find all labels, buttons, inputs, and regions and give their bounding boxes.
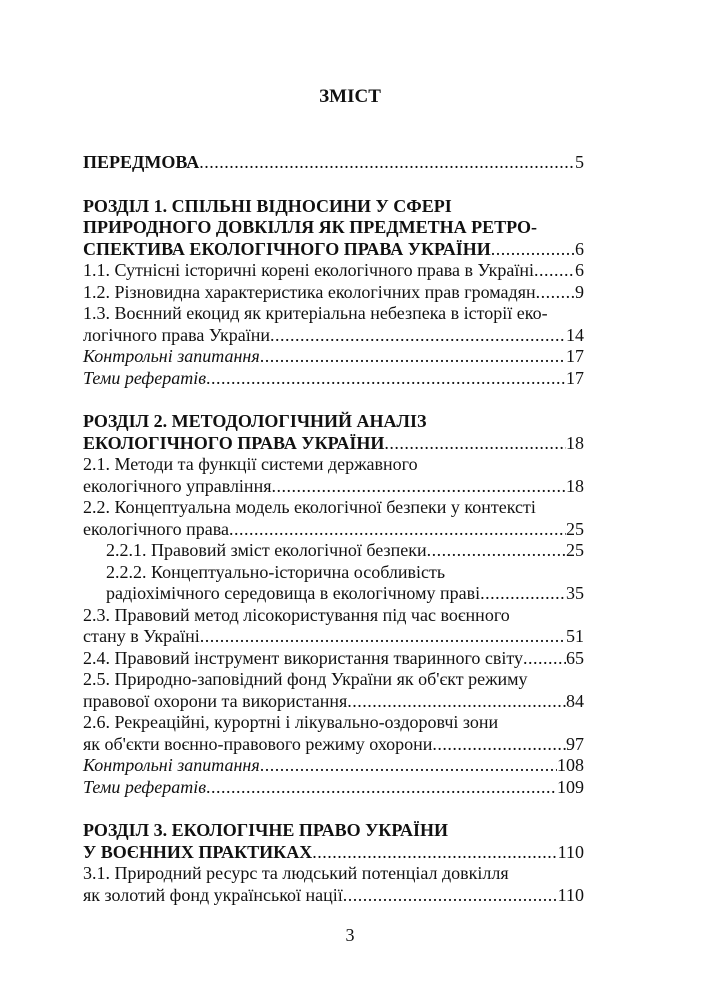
toc-entry-text: Контрольні запитання [83, 755, 260, 775]
toc-entry-text: екологічного права [83, 518, 229, 539]
toc-page-number: 25 [566, 518, 584, 539]
toc-entry [83, 562, 584, 605]
toc-entry-text: У ВОЄННИХ ПРАКТИКАХ [83, 841, 313, 862]
toc-entry [83, 368, 584, 390]
toc-page-number: 14 [566, 324, 584, 345]
toc-entry-line [83, 669, 584, 691]
toc-entry-line [83, 239, 584, 261]
toc-entry [83, 282, 584, 304]
page-title: ЗМІСТ [319, 86, 381, 107]
toc-page-number: 109 [557, 776, 584, 797]
toc-entry [83, 712, 584, 755]
toc-entry [83, 648, 584, 670]
toc-entry-line [83, 626, 584, 648]
dot-leader [523, 648, 566, 670]
toc-entry [83, 303, 584, 346]
dot-leader [271, 476, 566, 498]
toc-entry-text: 1.2. Різновидна характеристика екологічних прав громадян [83, 281, 536, 302]
dot-leader [206, 777, 557, 799]
toc-page-number: 5 [575, 152, 584, 172]
toc-entry-line [83, 454, 584, 476]
toc-entry-line [83, 777, 584, 799]
toc-page-number: 51 [566, 626, 584, 646]
dot-leader [427, 540, 566, 562]
toc-entry-line [83, 152, 584, 174]
toc-page-number: 9 [575, 281, 584, 302]
dot-leader [491, 239, 575, 261]
toc-entry-line [83, 368, 584, 390]
toc-entry-text: Теми рефератів [83, 367, 207, 388]
toc-page-number: 18 [566, 432, 584, 453]
dot-leader [260, 755, 557, 777]
toc-entry [83, 454, 584, 497]
toc-entry-text: екологічного управління [83, 475, 272, 496]
toc-page-number: 97 [566, 733, 584, 754]
toc-entry [83, 777, 584, 799]
toc-entry-line [83, 605, 584, 627]
dot-leader [229, 519, 566, 541]
toc-page-number: 6 [575, 260, 584, 280]
toc-entry [83, 605, 584, 648]
toc-entry [83, 755, 584, 777]
toc-entry-line [83, 217, 584, 239]
toc-entry-line [83, 540, 584, 562]
toc-entry-text: 2.4. Правовий інструмент використання тваринного світу [83, 647, 524, 668]
toc-entry-line [83, 433, 584, 455]
toc-entry-text: 2.2. Концептуальна модель екологічної безпеки у контексті [83, 497, 536, 517]
dot-leader [536, 282, 575, 304]
toc-entry [83, 346, 584, 368]
toc-entry-line [83, 562, 584, 584]
toc-entry-text: 1.1. Сутнісні історичні корені екологічного права в Україні [83, 260, 535, 280]
dot-leader [384, 433, 566, 455]
toc-entry-text: 3.1. Природний ресурс та людський потенціал довкілля [83, 863, 509, 883]
toc-entry-line [83, 303, 584, 325]
toc-page-number: 17 [566, 367, 584, 388]
toc-entry-text: 2.2.2. Концептуально-історична особливість [106, 561, 446, 582]
toc-entry-text: СПЕКТИВА ЕКОЛОГІЧНОГО ПРАВА УКРАЇНИ [83, 238, 491, 259]
toc-page-number: 35 [566, 583, 584, 603]
toc-page-number: 65 [566, 647, 584, 668]
toc-entry-line [83, 820, 584, 842]
toc-entry-line [83, 411, 584, 433]
toc-chapter-entry [83, 820, 584, 863]
toc-entry-line [83, 885, 584, 907]
page-number: 3 [345, 925, 355, 945]
toc-entry-line [83, 497, 584, 519]
toc-entry-text: ПРИРОДНОГО ДОВКІЛЛЯ ЯК ПРЕДМЕТНА РЕТРО- [83, 217, 537, 237]
toc-entry-line [83, 282, 584, 304]
dot-leader [480, 583, 566, 605]
dot-leader [534, 260, 575, 282]
toc-entry-text: 2.6. Рекреаційні, курортні і лікувально-оздоровчі зони [83, 712, 499, 732]
toc-entry-line [83, 476, 584, 498]
toc-entry-text: Контрольні запитання [83, 346, 260, 366]
toc-entry-text: 2.1. Методи та функції системи державного [83, 454, 418, 474]
toc-entry-line [83, 325, 584, 347]
toc-entry-text: 2.2.1. Правовий зміст екологічної безпеки [106, 540, 427, 560]
dot-leader [200, 626, 566, 648]
dot-leader [260, 346, 566, 368]
toc-entry-line [83, 583, 584, 605]
toc-page-number: 18 [566, 475, 584, 496]
toc-chapter-entry [83, 196, 584, 261]
toc-entry [83, 540, 584, 562]
toc-entry-line [83, 863, 584, 885]
toc-entry-text: РОЗДІЛ 3. ЕКОЛОГІЧНЕ ПРАВО УКРАЇНИ [83, 820, 449, 840]
dot-leader [343, 885, 558, 907]
toc-entry-text: РОЗДІЛ 1. СПІЛЬНІ ВІДНОСИНИ У СФЕРІ [83, 195, 452, 216]
dot-leader [312, 842, 557, 864]
toc-entry-line [83, 755, 584, 777]
toc-entry [83, 669, 584, 712]
toc-entry-line [83, 648, 584, 670]
toc-entry-line [83, 519, 584, 541]
toc-entry-text: як золотий фонд української нації [83, 884, 343, 905]
toc-entry-text: як об'єкти воєнно-правового режиму охорони [83, 733, 433, 754]
toc-entry-text: Теми рефератів [83, 776, 207, 797]
toc-entry-line [83, 196, 584, 218]
table-of-contents [83, 152, 584, 906]
toc-entry [83, 863, 584, 906]
toc-page-number: 17 [566, 346, 584, 366]
toc-page-number: 25 [566, 540, 584, 560]
dot-leader [206, 368, 566, 390]
toc-entry-line [83, 260, 584, 282]
toc-chapter-entry [83, 152, 584, 174]
toc-entry-line [83, 842, 584, 864]
toc-chapter-entry [83, 411, 584, 454]
toc-page-number: 110 [557, 841, 584, 862]
toc-entry-text: РОЗДІЛ 2. МЕТОДОЛОГІЧНИЙ АНАЛІЗ [83, 411, 427, 431]
toc-entry-text: стану в Україні [83, 626, 200, 646]
toc-page-number: 84 [566, 690, 584, 711]
toc-entry [83, 260, 584, 282]
toc-page-number: 108 [557, 755, 584, 775]
toc-entry-text: ПЕРЕДМОВА [83, 152, 200, 172]
toc-entry-text: радіохімічного середовища в екологічному праві [106, 583, 481, 603]
toc-entry-text: ЕКОЛОГІЧНОГО ПРАВА УКРАЇНИ [83, 432, 385, 453]
dot-leader [199, 152, 575, 174]
toc-entry [83, 497, 584, 540]
toc-entry-text: 1.3. Воєнний екоцид як критеріальна небезпека в історії еко- [83, 303, 548, 323]
toc-entry-text: правової охорони та використання [83, 690, 348, 711]
toc-page-number: 6 [575, 238, 584, 259]
toc-entry-line [83, 734, 584, 756]
toc-entry-text: 2.3. Правовий метод лісокористування під час воєнного [83, 604, 510, 625]
toc-entry-text: 2.5. Природно-заповідний фонд України як об'єкт режиму [83, 669, 528, 689]
dot-leader [270, 325, 566, 347]
toc-entry-line [83, 712, 584, 734]
dot-leader [432, 734, 566, 756]
toc-entry-line [83, 691, 584, 713]
toc-entry-line [83, 346, 584, 368]
dot-leader [347, 691, 566, 713]
toc-page-number: 110 [557, 884, 584, 905]
toc-entry-text: логічного права України [83, 324, 271, 345]
